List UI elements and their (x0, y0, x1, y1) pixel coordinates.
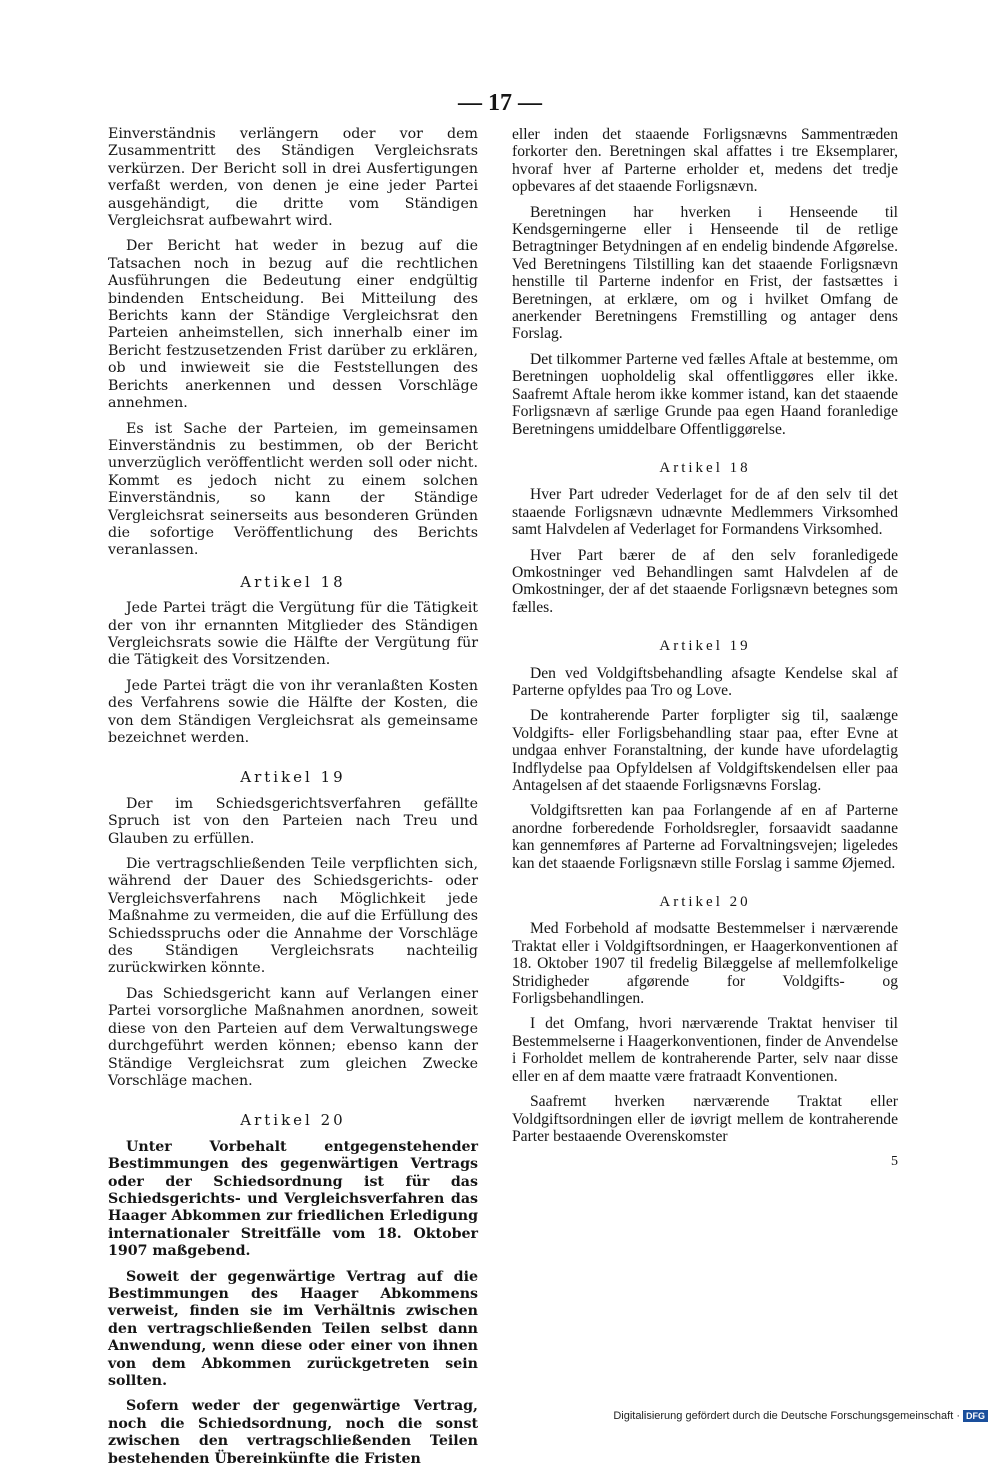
paragraph: Den ved Voldgiftsbehandling afsagte Kendelse skal af Parterne opfyldes paa Tro og Love. (512, 664, 898, 699)
dfg-logo: DFG (963, 1410, 988, 1422)
paragraph: Beretningen har hverken i Henseende til Kendsgerningerne eller i Henseende til de retlige Betragtninger Betydningen af en endelig bindende Afgørelse. Ved Beretningens Tilstilling kan det staaende Forligsnævn henstille til Parterne indenfor en Frist, der fastsættes i Beretningen, at erklære, om og i hvilket Omfang de anerkender Beretningens Fremstilling og antager dens Forslag. (512, 203, 898, 343)
paragraph: Sofern weder der gegenwärtige Vertrag, noch die Schiedsordnung, noch die sonst zwischen den vertragschließenden Teilen bestehenden Übereinkünfte die Fristen (108, 1398, 478, 1467)
sheet-signature: 5 (891, 1154, 898, 1170)
article-19-heading: Artikel 19 (240, 768, 346, 787)
paragraph: Det tilkommer Parterne ved fælles Aftale at bestemme, om Beretningen uopholdelig skal offentliggøres eller ikke. Saafremt Aftale herom ikke kommer istand, kan det staaende Forligsnævn af særlige Grunde paa egen Haand foranledige Beretningens umiddelbare Offentliggørelse. (512, 350, 898, 438)
paragraph: I det Omfang, hvori nærværende Traktat henviser til Bestemmelserne i Haagerkonventionen, finder de Anvendelse i Forholdet mellem de kontraherende Parter, selv naar disse eller en af dem maatte være fratraadt Konventionen. (512, 1015, 898, 1085)
article-18-heading: Artikel 18 (240, 572, 346, 591)
paragraph: Hver Part bærer de af den selv foranledigede Omkostninger ved Behandlingen samt Halvdelen af de Omkostninger, der af det staaende Forligsnævn betegnes som fælles. (512, 546, 898, 616)
danish-column (512, 126, 898, 1171)
page-number: — 17 — (458, 90, 542, 116)
article-20-heading: Artikel 20 (659, 894, 751, 911)
article-20-heading: Artikel 20 (240, 1111, 346, 1130)
paragraph: Einverständnis verlängern oder vor dem Zusammentritt des Ständigen Vergleichsrats verkürzen. Der Bericht soll in drei Ausfertigungen verfaßt werden, von denen je eine jeder Partei ausgehändigt, die dritte vom Ständigen Vergleichsrat aufbewahrt wird. (108, 126, 478, 230)
paragraph: Voldgiftsretten kan paa Forlangende af en af Parterne anordne forberedende Forholdsregler, forsaavidt saadanne kan gennemføres af Parterne ad Forvaltningsvejen; ligeledes kan det staaende Forligsnævn stille Forslag i samme Øjemed. (512, 802, 898, 872)
paragraph: Soweit der gegenwärtige Vertrag auf die Bestimmungen des Haager Abkommens verweist, finden sie im Verhältnis zwischen den vertragschließenden Teilen selbst dann Anwendung, wenn diese oder einer von ihnen von dem Abkommen zurückgetreten sein sollten. (108, 1268, 478, 1389)
paragraph: Es ist Sache der Parteien, im gemeinsamen Einverständnis zu bestimmen, ob der Bericht unverzüglich veröffentlicht werden soll oder nicht. Kommt es jedoch nicht zu einem solchen Einverständnis, so kann der Ständige Vergleichsrat seinerseits aus besonderen Gründen die sofortige Veröffentlichung des Berichts veranlassen. (108, 420, 478, 559)
paragraph: Hver Part udreder Vederlaget for de af den selv til det staaende Forligsnævn udnævnte Medlemmers Virksomhed samt Halvdelen af Vederlaget for Formandens Virksomhed. (512, 486, 898, 539)
paragraph: Med Forbehold af modsatte Bestemmelser i nærværende Traktat eller i Voldgiftsordningen, er Haagerkonventionen af 18. Oktober 1907 til fredelig Bilæggelse af mellemfolkelige Stridigheder afgørende for Voldgifts- og Forligsbehandlingen. (512, 920, 898, 1008)
article-19-heading: Artikel 19 (659, 638, 751, 655)
article-18-heading: Artikel 18 (659, 459, 751, 476)
footer-credit: Digitalisierung gefördert durch die Deutsche Forschungsgemeinschaft · (613, 1410, 960, 1422)
german-column (108, 126, 478, 1476)
paragraph: Saafremt hverken nærværende Traktat eller Voldgiftsordningen eller de iøvrigt mellem de kontraherende Parter bestaaende Overenskomster (512, 1093, 898, 1145)
paragraph: Der Bericht hat weder in bezug auf die Tatsachen noch in bezug auf die rechtlichen Ausführungen die Bedeutung einer endgültig bindenden Entscheidung. Bei Mitteilung des Berichts kann der Ständige Vergleichsrat den Parteien anheimstellen, sich innerhalb einer im Bericht festzusetzenden Frist darüber zu erklären, ob und inwieweit sie die Feststellungen des Berichts anerkennen und dessen Vorschläge annehmen. (108, 238, 478, 412)
paragraph: Jede Partei trägt die Vergütung für die Tätigkeit der von ihr ernannten Mitglieder des Ständigen Vergleichsrats sowie die Hälfte der Vergütung für die Tätigkeit des Vorsitzenden. (108, 600, 478, 669)
paragraph: Jede Partei trägt die von ihr veranlaßten Kosten des Verfahrens sowie die Hälfte der Kosten, die von dem Ständigen Vergleichsrat als gemeinsame bezeichnet werden. (108, 677, 478, 746)
paragraph: Der im Schiedsgerichtsverfahren gefällte Spruch ist von den Parteien nach Treu und Glauben zu erfüllen. (108, 795, 478, 847)
paragraph: Die vertragschließenden Teile verpflichten sich, während der Dauer des Schiedsgerichts- oder Vergleichsverfahrens nach Möglichkeit jede Maßnahme zu vermeiden, die auf die Erfüllung des Schiedsspruchs oder die Annahme der Vorschläge des Ständigen Vergleichsrats nachteilig zurückwirken könnte. (108, 856, 478, 977)
digitization-footer (613, 1410, 988, 1422)
paragraph: De kontraherende Parter forpligter sig til, saalænge Voldgifts- eller Forligsbehandling staar paa, efter Evne at undgaa enhver Foranstaltning, der kunde have ufordelagtig Indflydelse paa Opfyldelsen af Voldgiftskendelsen eller paa Antagelsen af det staaende Forligsnævns Forslag. (512, 707, 898, 794)
paragraph: eller inden det staaende Forligsnævns Sammentræden forkorter den. Beretningen skal affattes i tre Eksemplarer, hvoraf hver af Parterne erholder et, medens det tredje opbevares af det staaende Forligsnævn. (512, 126, 898, 196)
paragraph: Das Schiedsgericht kann auf Verlangen einer Partei vorsorgliche Maßnahmen anordnen, soweit diese von den Parteien auf dem Verwaltungswege durchgeführt werden können; ebenso kann der Ständige Vergleichsrat zum gleichen Zwecke Vorschläge machen. (108, 985, 478, 1089)
paragraph: Unter Vorbehalt entgegenstehender Bestimmungen des gegenwärtigen Vertrags oder der Schiedsordnung ist für das Schiedsgerichts- und Vergleichsverfahren das Haager Abkommen zur friedlichen Erledigung internationaler Streitfälle vom 18. Oktober 1907 maßgebend. (108, 1138, 478, 1260)
